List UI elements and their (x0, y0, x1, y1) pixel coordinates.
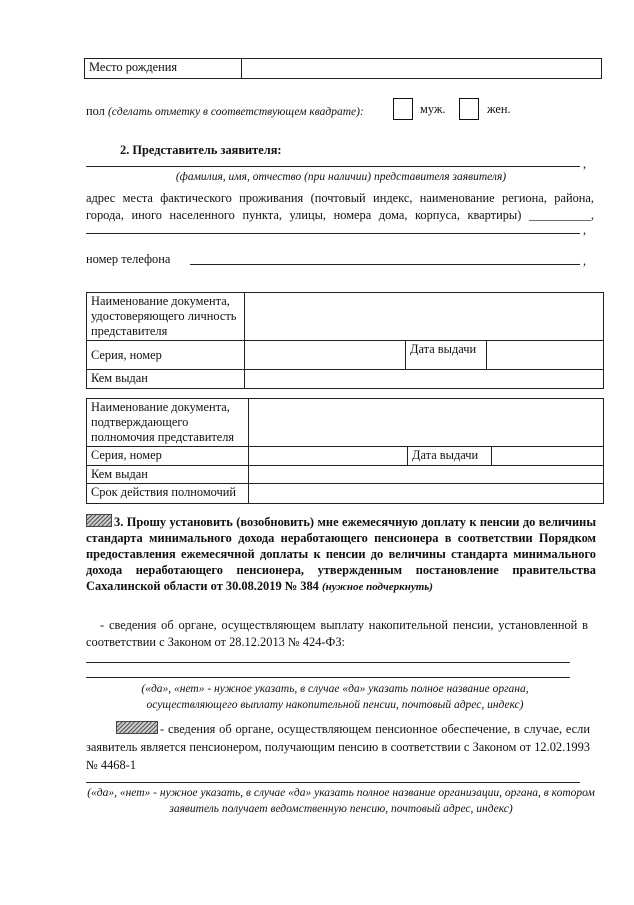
identity-doc-label: Наименование документа, удостоверяющего личность представителя (87, 293, 245, 341)
identity-series-field[interactable] (245, 341, 406, 370)
section3-text: 3. Прошу установить (возобновить) мне ежемесячную доплату к пенсии до величины стандарта минимального дохода неработающего пенсионера в соответствии Порядком предоставления ежемесячной доплаты к пенсии до величины стандарта минимального дохода неработающего пенсионера, утвержденным постановление правительства Сахалинской области от 30.08.2019 № 384 (86, 515, 596, 593)
section2-title: 2. Представитель заявителя: (120, 143, 282, 157)
pension-provision-text: - сведения об органе, осуществляющем пенсионное обеспечение, в случае, если заявитель является пенсионером, получающим пенсию в соответствии с Законом от 12.02.1993 № 4468-1 (86, 722, 590, 772)
female-checkbox[interactable] (459, 98, 479, 120)
authority-validity-field[interactable] (249, 483, 604, 503)
identity-date-label: Дата выдачи (406, 341, 487, 370)
authority-issued-label: Кем выдан (87, 465, 249, 483)
authority-series-label: Серия, номер (87, 447, 249, 465)
authority-validity-label: Срок действия полномочий (87, 483, 249, 503)
stamp-mark-icon (86, 514, 112, 527)
accumulative-answer-line-1[interactable] (86, 662, 570, 663)
authority-series-field[interactable] (249, 447, 408, 465)
phone-line[interactable] (190, 264, 580, 265)
address-label-line1: адрес места фактического проживания (почтовый индекс, наименование региона, района, (86, 191, 594, 205)
section3-paragraph (86, 514, 596, 594)
birth-place-label: Место рождения (85, 59, 242, 79)
authority-issued-field[interactable] (249, 465, 604, 483)
authority-doc-label: Наименование документа, подтверждающего полномочия представителя (87, 399, 249, 447)
accumulative-caption: («да», «нет» - нужное указать, в случае «да» указать полное название органа, осуществляющего выплату накопительной пенсии, почтовый адрес, индекс) (141, 683, 529, 712)
identity-issued-field[interactable] (245, 370, 604, 388)
gender-row (86, 104, 364, 120)
address-line[interactable] (86, 233, 580, 234)
representative-name-caption: (фамилия, имя, отчество (при наличии) представителя заявителя) (175, 171, 507, 183)
authority-doc-field[interactable] (249, 399, 604, 447)
comma: , (583, 223, 587, 237)
male-label: муж. (420, 102, 446, 116)
male-checkbox[interactable] (393, 98, 413, 120)
pension-answer-line[interactable] (86, 782, 580, 783)
identity-document-table (86, 292, 604, 389)
comma: , (583, 157, 587, 171)
identity-doc-field[interactable] (245, 293, 604, 341)
representative-name-line[interactable] (86, 166, 580, 167)
address-label-line2: города, иного населенного пункта, улицы, номера дома, корпуса, квартиры) __________, (86, 208, 594, 222)
section3-note: (нужное подчеркнуть) (321, 580, 433, 593)
gender-label: пол (86, 104, 105, 118)
accumulative-pension-text: - сведения об органе, осуществляющем выплату накопительной пенсии, установленной в соответствии с Законом от 28.12.2013 № 424-ФЗ: (86, 618, 588, 650)
stamp-mark-icon (116, 721, 158, 734)
authority-date-field[interactable] (492, 447, 604, 465)
birth-place-table (84, 58, 602, 79)
gender-hint: (сделать отметку в соответствующем квадрате): (107, 106, 364, 118)
identity-date-field[interactable] (487, 341, 604, 370)
identity-issued-label: Кем выдан (87, 370, 245, 388)
phone-label: номер телефона (86, 252, 171, 266)
authority-date-label: Дата выдачи (408, 447, 492, 465)
authority-document-table (86, 398, 604, 504)
identity-series-label: Серия, номер (87, 341, 245, 370)
pension-provision-paragraph (86, 721, 590, 775)
accumulative-answer-line-2[interactable] (86, 677, 570, 678)
pension-caption: («да», «нет» - нужное указать, в случае «да» указать полное название организации, органа, в котором заявитель получает ведомственную пенсию, почтовый адрес, индекс) (87, 787, 595, 816)
comma: , (583, 254, 587, 268)
female-label: жен. (487, 102, 511, 116)
birth-place-field[interactable] (242, 59, 602, 79)
